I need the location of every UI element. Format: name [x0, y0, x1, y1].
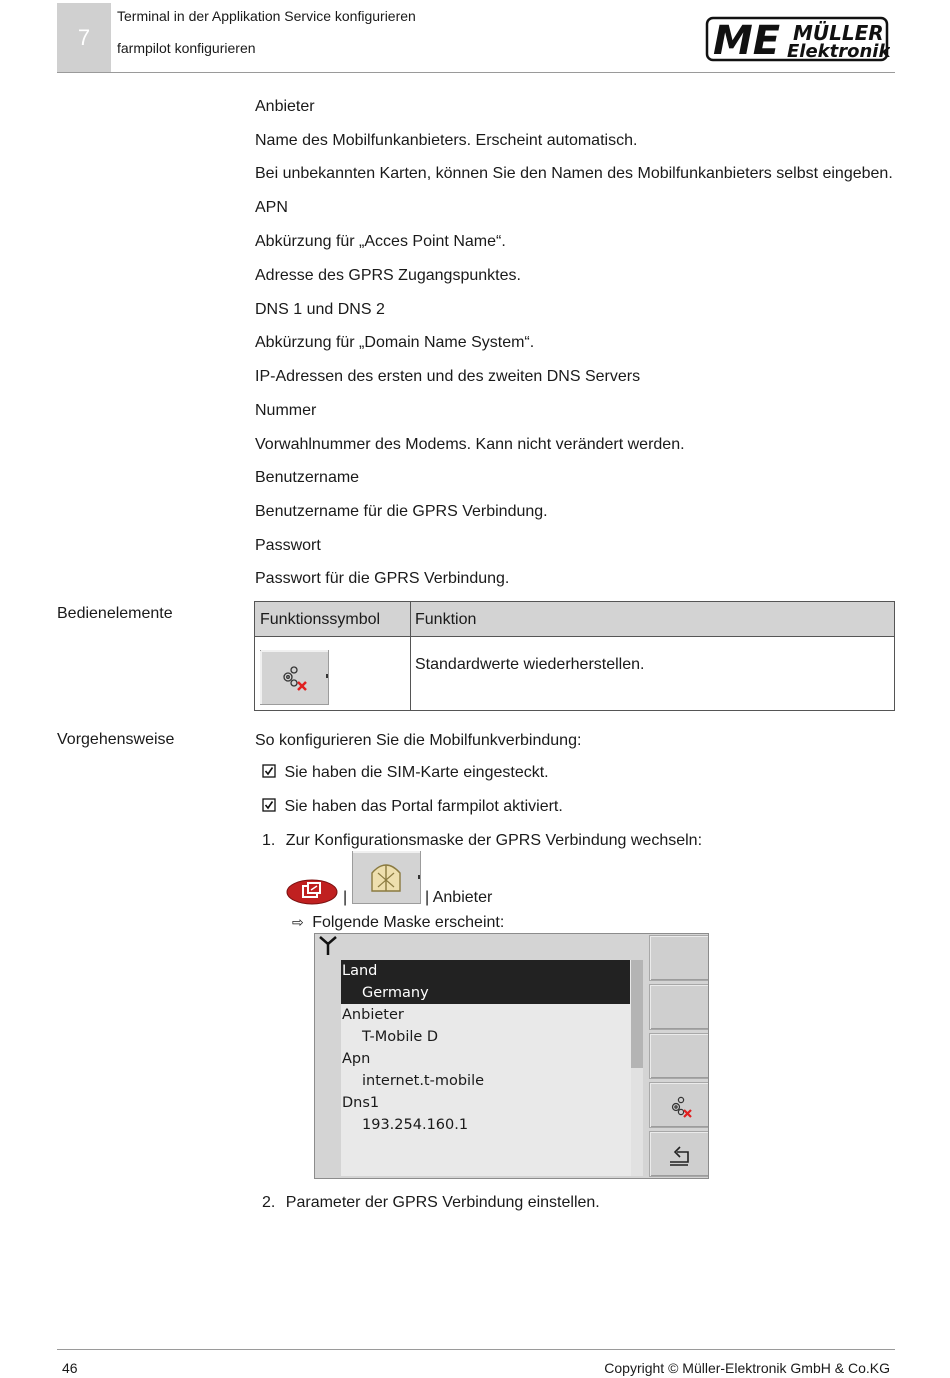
list-item-value[interactable]: T-Mobile D	[362, 1029, 439, 1045]
term-nummer: Nummer	[255, 402, 317, 419]
farmpilot-icon	[372, 865, 400, 891]
term-benutzername: Benutzername	[255, 469, 360, 486]
precondition-item: Sie haben die SIM-Karte eingesteckt.	[262, 764, 549, 782]
svg-text:MÜLLER: MÜLLER	[793, 21, 884, 45]
path-anbieter: | Anbieter	[425, 889, 493, 906]
column-header-symbol: Funktionssymbol	[260, 611, 381, 628]
farmpilot-button[interactable]	[352, 851, 422, 905]
terminal-screen	[314, 933, 709, 1179]
precondition-item: Sie haben das Portal farmpilot aktiviert.	[262, 798, 563, 816]
checkbox-checked-icon	[262, 764, 276, 778]
reset-defaults-icon	[673, 1097, 684, 1114]
step-1: 1. Zur Konfigurationsmaske der GPRS Verbindung wechseln:	[262, 832, 703, 849]
term-dns: DNS 1 und DNS 2	[255, 301, 385, 318]
svg-text:Elektronik: Elektronik	[787, 41, 890, 62]
chapter-number: 7	[77, 25, 91, 50]
list-item-label[interactable]: Land	[341, 960, 630, 982]
list-item-label[interactable]: Dns1	[342, 1095, 380, 1111]
term-apn: APN	[255, 199, 288, 216]
side-label-bedienelemente: Bedienelemente	[57, 605, 173, 622]
list-item-label[interactable]: Anbieter	[342, 1007, 404, 1023]
controls-table	[254, 601, 895, 711]
procedure-intro: So konfigurieren Sie die Mobilfunkverbindung:	[255, 732, 582, 749]
service-app-icon[interactable]	[286, 879, 338, 905]
footer-divider	[57, 1349, 895, 1350]
header-title: Terminal in der Applikation Service konfigurieren	[117, 8, 416, 24]
reset-defaults-button[interactable]	[260, 650, 330, 706]
chapter-number-box	[57, 3, 111, 73]
definition-text: Adresse des GPRS Zugangspunktes.	[255, 267, 521, 284]
softkey-3[interactable]	[649, 1033, 709, 1079]
term-anbieter: Anbieter	[255, 98, 315, 115]
column-header-function: Funktion	[415, 611, 477, 628]
softkey-1[interactable]	[649, 935, 709, 981]
term-passwort: Passwort	[255, 537, 321, 554]
softkey-2[interactable]	[649, 984, 709, 1030]
result-line: ⇨ Folgende Maske erscheint:	[292, 914, 505, 931]
list-item-value[interactable]: 193.254.160.1	[362, 1117, 469, 1133]
definition-text: Vorwahlnummer des Modems. Kann nicht verändert werden.	[255, 436, 685, 453]
scrollbar-thumb[interactable]	[631, 960, 643, 1068]
list-item-value[interactable]: internet.t-mobile	[362, 1073, 485, 1089]
step-2: 2. Parameter der GPRS Verbindung einstellen.	[262, 1194, 600, 1211]
back-softkey[interactable]	[649, 1131, 709, 1177]
svg-text:ME: ME	[713, 18, 781, 64]
back-icon	[670, 1147, 688, 1165]
reset-defaults-softkey[interactable]	[649, 1082, 709, 1128]
definition-text: Abkürzung für „Acces Point Name“.	[255, 233, 506, 250]
copyright: Copyright © Müller-Elektronik GmbH & Co.KG	[604, 1360, 890, 1376]
checkbox-checked-icon	[262, 798, 276, 812]
definition-text: Bei unbekannten Karten, können Sie den Namen des Mobilfunkanbieters selbst eingeben.	[255, 165, 893, 182]
header-divider	[57, 72, 895, 73]
page-number: 46	[62, 1360, 78, 1376]
arrow-right-icon: ⇨	[292, 914, 304, 930]
definition-text: Name des Mobilfunkanbieters. Erscheint automatisch.	[255, 132, 638, 149]
function-text: Standardwerte wiederherstellen.	[415, 656, 645, 673]
definition-text: Benutzername für die GPRS Verbindung.	[255, 503, 548, 520]
list-item-value[interactable]: Germany	[341, 982, 630, 1004]
list-item-label[interactable]: Apn	[342, 1051, 371, 1067]
definition-text: Passwort für die GPRS Verbindung.	[255, 570, 510, 587]
antenna-icon	[315, 934, 341, 958]
path-separator: |	[343, 889, 348, 906]
definition-text: Abkürzung für „Domain Name System“.	[255, 334, 535, 351]
mueller-elektronik-logo	[705, 12, 890, 64]
definition-text: IP-Adressen des ersten und des zweiten DNS Servers	[255, 368, 641, 385]
header-subtitle: farmpilot konfigurieren	[117, 40, 256, 56]
side-label-vorgehensweise: Vorgehensweise	[57, 731, 175, 748]
